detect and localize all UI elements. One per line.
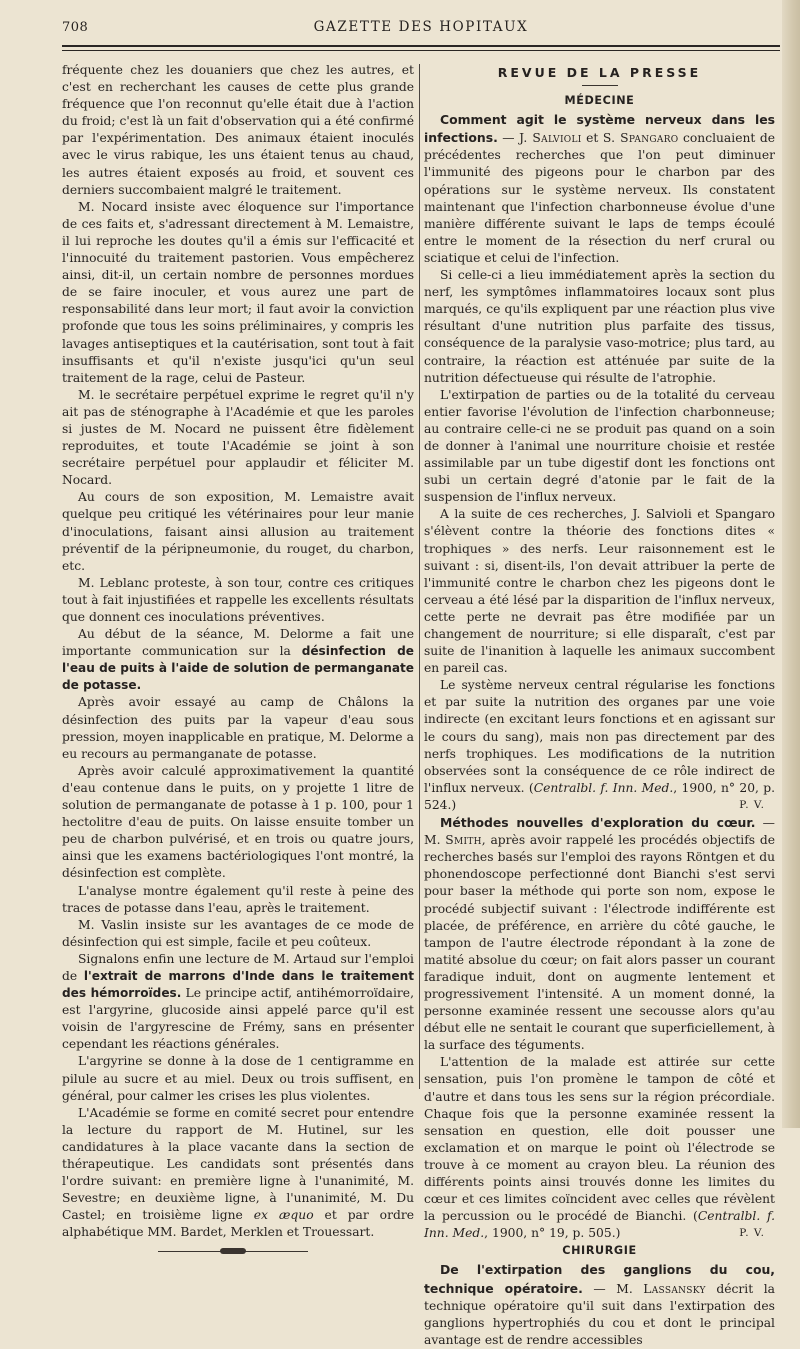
author-name: S. Spangaro — [602, 131, 679, 146]
paragraph: L'extirpation de parties ou de la totalité du cerveau entier favorise l'évolution de l'infection charbonneuse; au contraire celle-ci ne se produit pas quand on a soin de donner à l'animal une nourriture choisie et restée assimilable par un tube digestif dont les fonctions ont subi un certain degré d'atonie par le fait de la suspension de l'influx nerveux. — [424, 387, 775, 505]
paragraph: M. Leblanc proteste, à son tour, contre ces critiques tout à fait injustifiées et rappelle les excellents résultats que donnent ces inoculations préventives. — [62, 575, 414, 624]
citation-end: , 1900, n° 19, p. 505.) — [484, 1226, 621, 1241]
paragraph-text: L'Académie se forme en comité secret pour entendre la lecture du rapport de M. Hutinel, sur les candidatures à la place vacante dans la section de thérapeutique. Les candidats sont présentés dans l'ordre suivant: en première ligne à l'unanimité, M. Sevestre; en deuxième ligne, à l'unanimité, M. Du Castel; en troisième ligne — [62, 1105, 414, 1223]
dash: — M. — [582, 1281, 644, 1296]
paragraph: Après avoir calculé approximativement la quantité d'eau contenue dans le puits, on y projette 1 litre de solution de permanganate de potasse à 1 p. 100, pour 1 hectolitre d'eau de puits. On laisse ensuite tomber un peu de charbon pulvérisé, et en trois ou quatre jours, ainsi que les examens bactériologiques l'ont montré, la désinfection est complète. — [62, 763, 414, 881]
citation: Centralbl. f. Inn. Med. — [533, 780, 674, 795]
paragraph: L'argyrine se donne à la dose de 1 centigramme en pilule au sucre et au miel. Deux ou trois suffisent, en général, pour calmer les crises les plus violentes. — [62, 1054, 414, 1103]
paragraph: Après avoir essayé au camp de Châlons la désinfection des puits par la vapeur d'eau sous pression, moyen inapplicable en pratique, M. Delorme a eu recours au permanganate de potasse. — [62, 695, 414, 761]
paragraph — [424, 677, 775, 814]
paragraph-text: , après avoir rappelé les procédés objectifs de recherches basés sur l'emploi des rayons Röntgen et du phonendoscope perfectionné dont Bianchi s'est servi pour baser la méthode qui porte son nom, expose le procédé subjectif suivant : l'électrode indifférente est placée, de préférence, en arrière du côté gauche, le tampon de l'autre électrode répondant à la zone de matité absolue du cœur; on fait alors passer un courant faradique induit, dont on augmente lentement et progressivement l'intensité. A un moment donné, la personne examinée ressent une secousse alors qu'au début elle ne sentait le courant que superficiellement, à la surface des téguments. — [424, 833, 775, 1053]
signature: P. V. — [739, 1227, 765, 1240]
paragraph-text: décrit la technique opératoire qu'il suit dans l'extirpation des ganglions hypertrophiés du cou et dont le principal avantage est de rendre accessibles — [424, 1281, 775, 1347]
bold-topic: l'extrait de marrons d'Inde dans le traitement des hémorroïdes. — [62, 968, 414, 1001]
dash: — — [497, 131, 520, 146]
author-name: Lassansky — [643, 1281, 706, 1296]
paragraph — [424, 1054, 775, 1242]
running-header — [62, 14, 780, 42]
article-title: Méthodes nouvelles d'exploration du cœur. — [440, 815, 756, 831]
article-title: Comment agit le système nerveux dans les infections. — [424, 112, 775, 146]
paragraph: M. le secrétaire perpétuel exprime le regret qu'il n'y ait pas de sténographe à l'Académie et que les paroles si justes de M. Nocard ne puissent être fidèlement reproduites, et toute l'Académie se joint à son secrétaire perpétuel pour applaudir et féliciter M. Nocard. — [62, 387, 414, 488]
paragraph: Si celle-ci a lieu immédiatement après la section du nerf, les symptômes inflammatoires locaux sont plus marqués, ce qu'ils expliquent par une réaction plus vive résultant d'une nutrition plus parfaite des tissus, conséquence de la paralysie vaso-motrice; plus tard, au contraire, la réaction est atténuée par suite de la nutrition défectueuse qui résulte de l'atrophie. — [424, 268, 775, 385]
dash: — M. — [424, 816, 775, 848]
citation-end: , 1900, n° 20, p. 524.) — [424, 780, 776, 812]
paragraph-text: Signalons enfin une lecture de M. Artaud sur l'emploi de — [62, 951, 414, 983]
italic-term: ex æquo — [253, 1208, 314, 1223]
surgery-heading: CHIRURGIE — [562, 1244, 637, 1258]
citation: Centralbl. f. Inn. Med. — [424, 1209, 775, 1241]
paragraph: Au cours de son exposition, M. Lemaistre avait quelque peu critiqué les vétérinaires pour leur manie d'inoculations, faisant ainsi allusion au traitement préventif de la péripneumonie, du rouget, du charbon, etc. — [62, 490, 414, 573]
page-number: 708 — [62, 20, 89, 35]
author-name: J. Salvioli — [519, 131, 582, 146]
article-title: De l'extirpation des ganglions du cou, technique opératoire. — [424, 1262, 775, 1296]
section-rule — [582, 85, 618, 86]
article-paragraph — [424, 111, 775, 267]
paragraph-text: Le principe actif, antihémorroïdaire, est l'argyrine, glucoside ainsi appelé parce qu'il est voisin de l'argyrescine de Frémy, sans en présenter cependant les réactions générales. — [62, 986, 414, 1052]
paragraph — [62, 626, 414, 694]
paragraph — [62, 1105, 414, 1242]
signature: P. V. — [739, 798, 765, 811]
conjunction: et — [581, 131, 603, 146]
bold-topic: désinfection de l'eau de puits à l'aide de solution de permanganate de potasse. — [62, 644, 414, 693]
paragraph: M. Nocard insiste avec éloquence sur l'importance de ces faits et, s'adressant directement à M. Lemaistre, il lui reproche les doutes qu'il a émis sur l'efficacité et l'innocuité du traitement pastorien. Vous empêcherez ainsi, dit-il, un certain nombre de personnes mordues de se faire inoculer, et vous aurez une part de responsabilité dans leur mort; il faut avoir la conviction profonde que tous les soins préliminaires, y compris les lavages antiseptiques et la cautérisation, sont tout à fait insuffisants et qu'il n'existe jusqu'ici qu'un seul traitement de la rage, celui de Pasteur. — [62, 199, 414, 385]
medicine-heading: MÉDECINE — [564, 94, 635, 108]
page-edge — [782, 0, 800, 1128]
paragraph-text: concluaient de précédentes recherches que l'on peut diminuer l'immunité des pigeons pour le charbon par des opérations sur le système nerveux. Ils constatent maintenant que l'infection charbonneuse évolue d'une manière différente suivant le laps de temps écoulé entre le moment de la résection du nerf crural ou sciatique et celui de l'infection. — [424, 131, 775, 265]
author-name: Smith — [445, 833, 482, 848]
column-divider — [419, 64, 420, 1089]
section-title: REVUE DE LA PRESSE — [497, 65, 702, 80]
article-paragraph — [424, 814, 775, 1054]
journal-title: GAZETTE DES HOPITAUX — [313, 19, 529, 35]
right-column — [424, 62, 775, 1349]
paragraph: fréquente chez les douaniers que chez les autres, et c'est en recherchant les causes de cette plus grande fréquence que l'on reconnut qu'elle était due à l'action du froid; c'est là un fait d'observation qui a été confirmé par l'expérimentation. Des animaux étaient inoculés avec le virus rabique, les uns étaient tenus au chaud, les autres étaient exposés au froid, et souvent ces derniers succombaient malgré le traitement. — [62, 63, 414, 197]
paragraph: L'analyse montre également qu'il reste à peine des traces de potasse dans l'eau, après le traitement. — [62, 883, 414, 915]
paragraph-text: et par ordre alphabétique MM. Bardet, Merklen et Trouessart. — [62, 1208, 414, 1240]
header-rule — [62, 45, 780, 51]
paragraph-text: L'attention de la malade est attirée sur cette sensation, puis l'on promène le tampon de côté et d'autre et dans tous les sens sur la région précordiale. Chaque fois que la personne examinée ressent la sensation en question, elle doit pousser une exclamation et on marque le point où l'électrode se trouve à ce moment au crayon bleu. La réunion des différents points ainsi trouvés donne les limites du cœur et ces limites coïncident avec celles que révèlent la percussion ou le procédé de Bianchi. ( — [424, 1055, 775, 1224]
left-column — [62, 62, 414, 1255]
paragraph: M. Vaslin insiste sur les avantages de ce mode de désinfection qui est simple, facile et peu coûteux. — [62, 917, 414, 949]
end-ornament — [158, 1247, 308, 1255]
paragraph-text: Au début de la séance, M. Delorme a fait une importante communication sur la — [62, 627, 414, 659]
paragraph-text: Le système nerveux central régularise les fonctions et par suite la nutrition des organes par une voie indirecte (en excitant leurs fonctions et en agissant sur le cours du sang), mais non pas directement par des nerfs trophiques. Les modifications de la nutrition observées sont la conséquence de ce rôle indirect de l'influx nerveux. ( — [424, 678, 775, 795]
paragraph — [62, 951, 414, 1054]
paragraph: A la suite de ces recherches, J. Salvioli et Spangaro s'élèvent contre la théorie des fonctions dites « trophiques » des nerfs. Leur raisonnement est le suivant : si, disent-ils, l'on devait attribuer la perte de l'immunité contre le charbon chez les pigeons dont le cerveau a été lésé par la disparition de l'influx nerveux, cette perte ne devrait pas être modifiée par un changement de nourriture; si elle disparaît, c'est par suite de l'inanition à laquelle les animaux succombent en pareil cas. — [424, 507, 775, 676]
article-paragraph — [424, 1261, 775, 1348]
